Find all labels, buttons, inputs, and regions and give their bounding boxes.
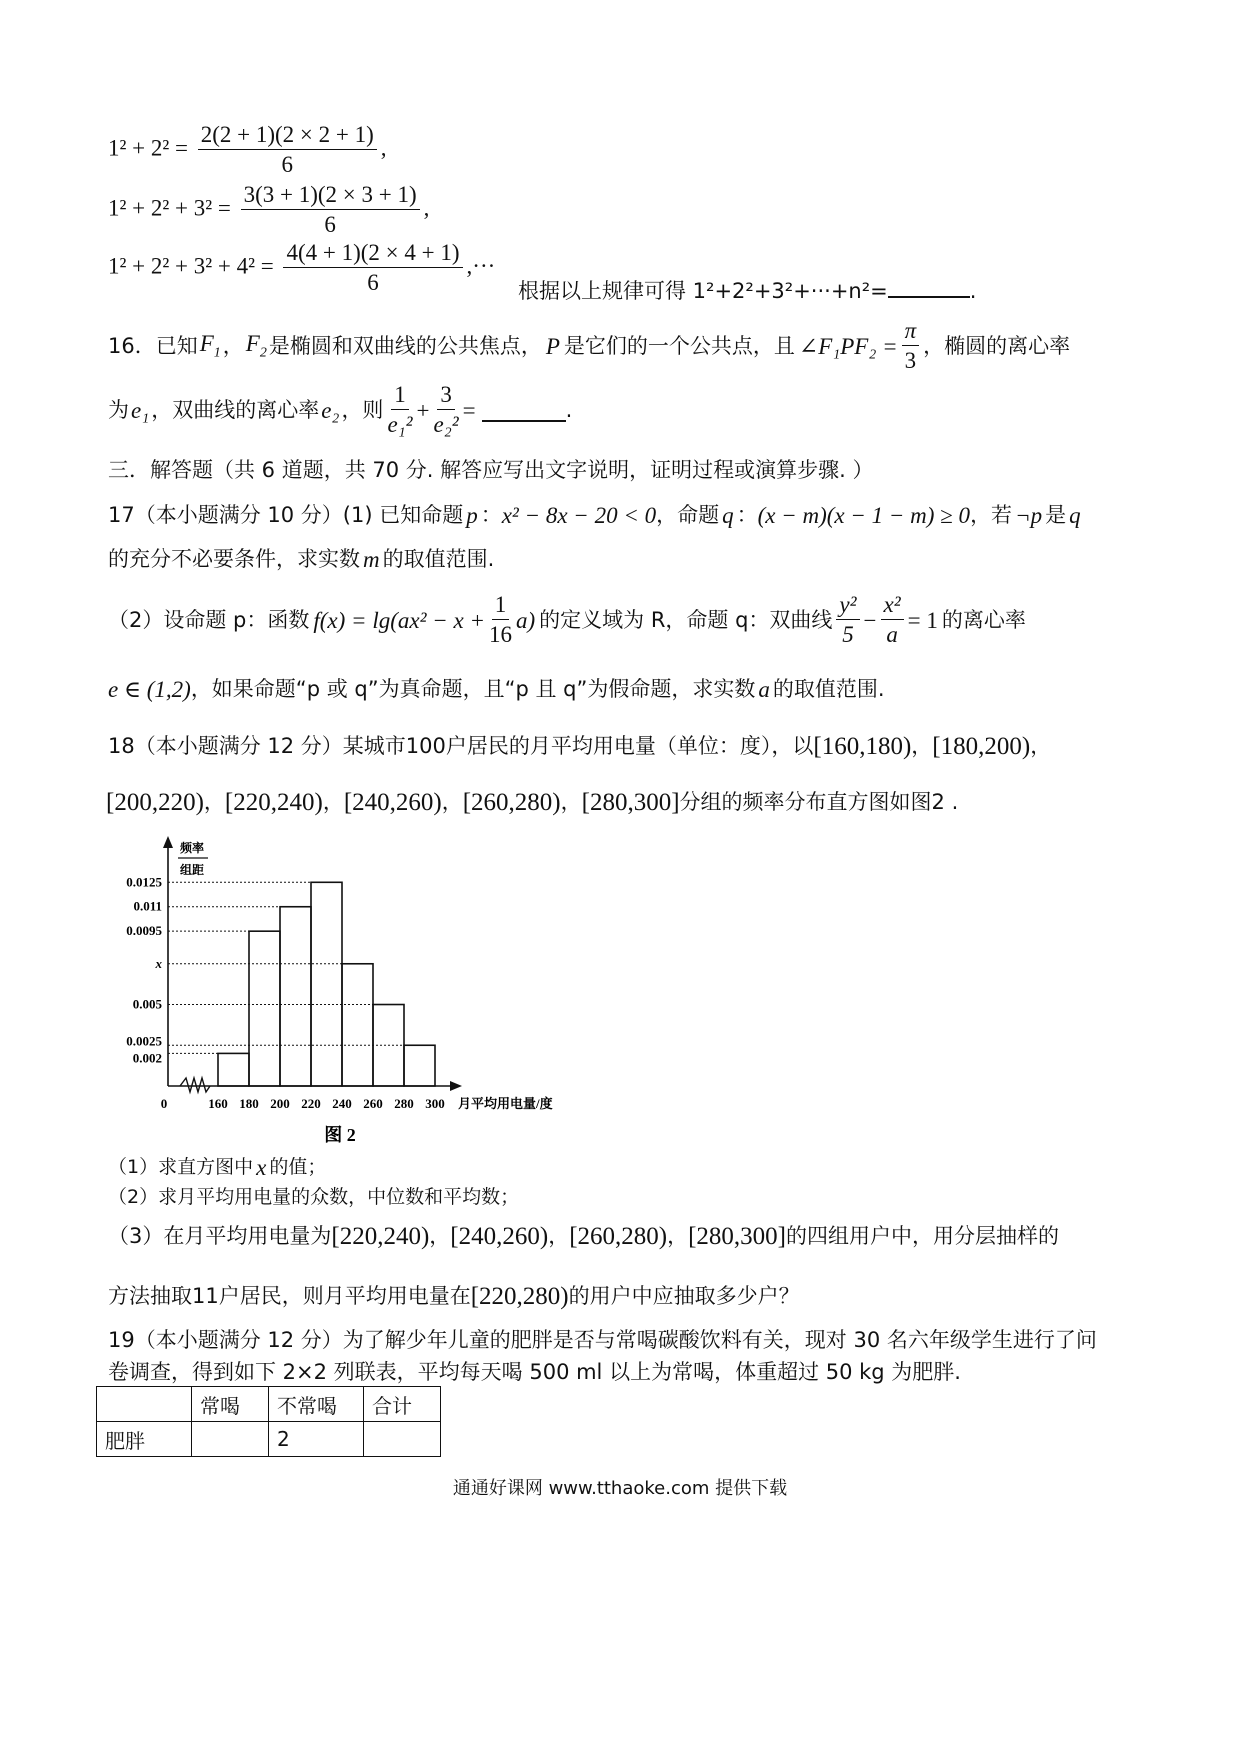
equals-sign: =	[462, 397, 476, 423]
q16-text: 是椭圆和双曲线的公共焦点，	[268, 333, 542, 358]
comma: ，	[911, 734, 933, 759]
x-var: x	[256, 1155, 267, 1180]
denominator: 6	[324, 212, 336, 238]
figure-caption: 图 2	[324, 1125, 356, 1145]
numerator: x²	[881, 592, 904, 620]
x-axis-arrow-icon	[450, 1081, 462, 1091]
hyperbola-term-2	[881, 592, 904, 649]
q17-text: ：	[480, 503, 502, 528]
section-heading: 三．解答题（共 6 道题，共 70 分. 解答应写出文字说明，证明过程或演算步骤. ）	[108, 458, 874, 482]
function-tail: a)	[515, 607, 536, 633]
y-tick-label: 0.0025	[126, 1033, 162, 1049]
lhs: 1² + 2² + 3² + 4² =	[108, 253, 274, 279]
x-tick-label: 180	[239, 1096, 259, 1111]
y-axis-arrow-icon	[163, 836, 173, 848]
x-tick-label: 240	[332, 1096, 352, 1111]
interval: [220,240)	[224, 789, 323, 816]
numerator: y²	[836, 592, 859, 620]
y-tick-label: 0.0095	[126, 923, 162, 939]
y-tick-label: 0.0125	[126, 874, 162, 890]
contingency-table	[96, 1386, 441, 1457]
q16-line-1	[108, 318, 1070, 375]
x-axis-label: 月平均用电量/度	[458, 1096, 553, 1111]
x-tick-label: 220	[301, 1096, 321, 1111]
q18-text: 的四组用户中，用分层抽样的	[786, 1224, 1059, 1249]
x-tick-label: 280	[394, 1096, 414, 1111]
interval: [260,280)	[462, 789, 561, 816]
q17-text: 的定义域为 R，命题 q：双曲线	[539, 607, 833, 632]
q17-text: 是	[1045, 503, 1067, 528]
q18-text: 方法抽取11户居民，则月平均用电量在	[108, 1284, 471, 1309]
denominator: e₁²	[387, 412, 413, 438]
histogram-bar	[342, 964, 373, 1086]
sum-squares-line-2	[108, 182, 429, 239]
histogram-bar	[280, 907, 311, 1086]
y-tick-labels	[126, 874, 162, 1065]
interval: [240,260)	[450, 1223, 549, 1250]
question-text: 根据以上规律可得 1²+2²+3²+···+n²=	[518, 279, 888, 303]
denominator: a	[886, 622, 898, 648]
q16-text: ，则	[341, 397, 384, 422]
histogram-bar	[311, 882, 342, 1086]
comma: ，	[429, 1224, 451, 1249]
q16-text: 16．已知	[108, 333, 198, 358]
q18-sub-3-line-2	[108, 1282, 800, 1312]
interval: [240,260)	[343, 789, 442, 816]
page-footer: 通通好课网 www.tthaoke.com 提供下载	[452, 1478, 788, 1499]
q16-sep: ，	[222, 333, 244, 358]
q16-text: ，双曲线的离心率	[151, 397, 320, 422]
table-row	[97, 1422, 441, 1457]
table-cell	[192, 1422, 269, 1457]
q17-line-1	[108, 502, 1081, 530]
x-tick-label: 160	[208, 1096, 228, 1111]
q18-sub-3-line-1	[108, 1222, 1059, 1252]
q-var: q	[1069, 503, 1081, 528]
angle-expr: ∠F₁PF₂ =	[798, 333, 898, 359]
plus-sign: +	[416, 397, 430, 423]
fraction	[283, 240, 462, 297]
q16-text: 为	[108, 397, 129, 422]
denominator: 3	[904, 348, 917, 374]
comma: ，	[560, 790, 582, 815]
period: .	[565, 397, 573, 422]
q18-text: （3）在月平均用电量为	[108, 1224, 332, 1249]
q18-line-1	[108, 732, 1051, 762]
q17-part-2	[108, 592, 1026, 649]
denominator: 5	[842, 622, 854, 648]
sum-squares-line-1	[108, 122, 387, 179]
numerator: 3(3 + 1)(2 × 3 + 1)	[241, 182, 420, 210]
table-header-cell: 不常喝	[269, 1387, 364, 1422]
q17-text: 的离心率	[941, 607, 1026, 632]
histogram-bar	[218, 1053, 249, 1086]
sum-squares-question	[518, 274, 976, 304]
comma: ，	[1030, 734, 1052, 759]
interval: [280,300]	[581, 789, 680, 816]
table-cell	[364, 1422, 441, 1457]
table-header-cell: 合计	[364, 1387, 441, 1422]
minus-sign: −	[863, 607, 877, 633]
separator: ,···	[466, 253, 496, 279]
origin-label: 0	[160, 1096, 168, 1111]
interval: [200,220)	[106, 789, 204, 816]
hyperbola-rhs: = 1	[907, 607, 938, 633]
table-cell: 肥胖	[97, 1422, 192, 1457]
interval: [220,240)	[331, 1223, 430, 1250]
q17-part-3	[108, 676, 885, 704]
interval: [220,280)	[470, 1283, 569, 1310]
frequency-histogram	[100, 826, 600, 1156]
fraction-1-16	[489, 592, 512, 649]
numerator: 1	[492, 592, 510, 620]
x-tick-labels	[208, 1096, 445, 1111]
sum-squares-line-3	[108, 240, 495, 297]
fraction-1	[387, 382, 412, 439]
eccentricity-range: e ∈ (1,2)	[108, 677, 191, 702]
separator: ,	[380, 135, 387, 161]
q16-line-2	[108, 382, 572, 439]
focus-f2	[246, 330, 267, 362]
histogram-bar	[404, 1045, 435, 1086]
y-axis-label-bottom: 组距	[179, 863, 205, 877]
comma: ，	[667, 1224, 689, 1249]
axis-break-icon	[180, 1078, 210, 1092]
answer-blank[interactable]	[888, 274, 970, 298]
a-var: a	[758, 677, 770, 702]
q17-text: 的取值范围.	[772, 677, 885, 702]
comma: ，	[441, 790, 463, 815]
f2-sub: 2	[259, 345, 267, 361]
x-tick-label: 260	[363, 1096, 383, 1111]
angle-fraction	[902, 318, 920, 375]
q17-text: （2）设命题 p：函数	[108, 607, 310, 632]
not-p: ¬p	[1015, 503, 1043, 528]
y-tick-label: 0.002	[132, 1050, 162, 1066]
fraction	[241, 182, 420, 239]
numerator: π	[902, 318, 920, 346]
separator: ,	[423, 195, 430, 221]
focus-f1	[200, 330, 221, 362]
guide-lines	[168, 882, 404, 1053]
answer-blank[interactable]	[482, 398, 566, 422]
q17-text: ，命题	[656, 503, 720, 528]
q17-text: 的充分不必要条件，求实数	[108, 547, 360, 572]
table-header-cell: 常喝	[192, 1387, 269, 1422]
q19-line-1: 19（本小题满分 12 分）为了解少年儿童的肥胖是否与常喝碳酸饮料有关，现对 30 名六年级学生进行了问	[108, 1328, 1097, 1352]
q18-line-2	[106, 788, 958, 818]
q18-text: 的值；	[269, 1156, 327, 1179]
q17-text: 的取值范围.	[382, 547, 495, 572]
e1-symbol: e₁	[131, 397, 150, 423]
p-expression: x² − 8x − 20 < 0	[501, 503, 657, 528]
q18-text: 的用户中应抽取多少户？	[568, 1284, 800, 1309]
f2-symbol: F	[245, 331, 260, 357]
q17-text: ，若	[970, 503, 1013, 528]
interval: [280,300]	[688, 1223, 786, 1250]
denominator: 16	[488, 622, 512, 648]
interval: [180,200)	[932, 733, 1031, 760]
interval: [260,280)	[569, 1223, 668, 1250]
y-tick-label: x	[155, 955, 162, 971]
q16-text: ，椭圆的离心率	[923, 333, 1071, 358]
f1-sub: 1	[213, 345, 221, 361]
y-axis-label-top: 频率	[179, 841, 205, 855]
q17-text: ：	[736, 503, 758, 528]
q18-text: （1）求直方图中	[108, 1156, 254, 1179]
comma: ，	[322, 790, 344, 815]
e2-symbol: e₂	[321, 397, 340, 423]
denominator: 6	[367, 270, 379, 296]
q17-text: 17（本小题满分 10 分）(1) 已知命题	[108, 503, 464, 528]
x-tick-label: 300	[425, 1096, 445, 1111]
x-tick-label: 200	[270, 1096, 290, 1111]
fraction	[198, 122, 377, 179]
function-expression: f(x) = lg(ax² − x +	[313, 607, 485, 633]
q16-text: 是它们的一个公共点，且	[563, 333, 795, 358]
denominator: 6	[281, 152, 294, 178]
numerator: 3	[437, 382, 455, 410]
fraction-2	[434, 382, 459, 439]
q18-sub-2: （2）求月平均用电量的众数，中位数和平均数；	[108, 1186, 520, 1208]
q17-text: ，如果命题“p 或 q”为真命题，且“p 且 q”为假命题，求实数	[190, 677, 756, 702]
histogram-bars	[218, 882, 435, 1086]
table-header-row	[97, 1387, 441, 1422]
numerator: 1	[391, 382, 409, 410]
comma: ，	[548, 1224, 570, 1249]
histogram-bar	[249, 931, 280, 1086]
table-cell: 2	[269, 1422, 364, 1457]
table-header-cell	[97, 1387, 192, 1422]
y-tick-label: 0.011	[133, 898, 162, 914]
denominator: e₂²	[433, 412, 459, 438]
interval: [160,180)	[813, 733, 912, 760]
q-var: q	[722, 503, 734, 528]
numerator: 2(2 + 1)(2 × 2 + 1)	[198, 122, 377, 150]
numerator: 4(4 + 1)(2 × 4 + 1)	[283, 240, 462, 268]
f1-symbol: F	[199, 331, 214, 357]
q18-sub-1	[108, 1154, 326, 1182]
q18-text: 18（本小题满分 12 分）某城市100户居民的月平均用电量（单位：度），以	[108, 734, 814, 759]
q-expression: (x − m)(x − 1 − m) ≥ 0	[757, 503, 971, 528]
point-p: P	[545, 333, 560, 359]
comma: ，	[203, 790, 225, 815]
lhs: 1² + 2² =	[108, 135, 188, 161]
q19-line-2: 卷调查，得到如下 2×2 列联表，平均每天喝 500 ml 以上为常喝，体重超过 50 kg 为肥胖.	[108, 1360, 961, 1384]
lhs: 1² + 2² + 3² =	[108, 195, 231, 221]
y-tick-label: 0.005	[132, 996, 162, 1012]
q18-text: 分组的频率分布直方图如图2 .	[679, 790, 959, 815]
p-var: p	[466, 503, 478, 528]
period: .	[969, 279, 977, 303]
m-var: m	[363, 547, 380, 572]
hyperbola-term-1	[836, 592, 859, 649]
q17-line-2	[108, 546, 494, 574]
